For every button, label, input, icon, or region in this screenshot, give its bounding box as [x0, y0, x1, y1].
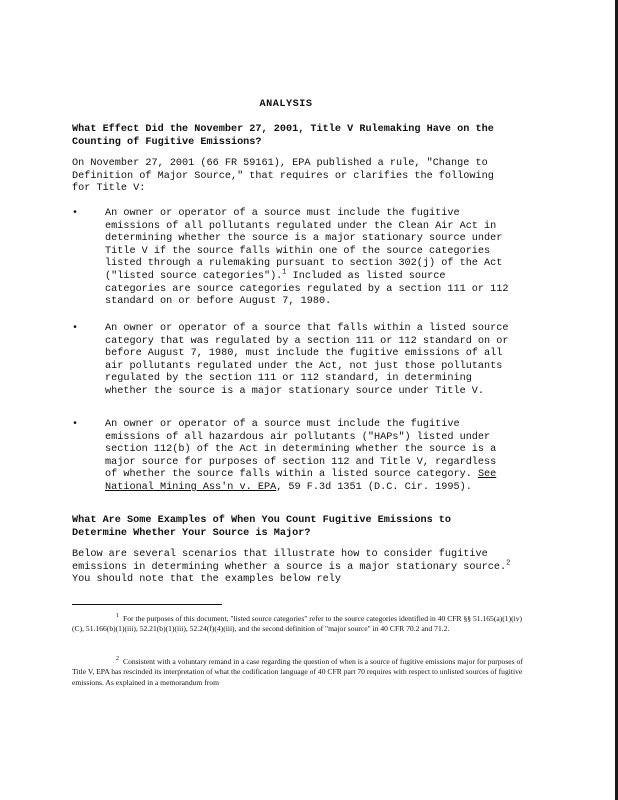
bullet-text-1: [105, 208, 512, 309]
bullet-3-text: An owner or operator of a source must include the fugitive emissions of all hazardous air pollutants ("HAPs") listed under section 112(b) of the Act in determining whether the source is a major source for purposes of section 112 and Title V, regardless of whether the source falls within a listed source category.: [105, 419, 497, 481]
bullet-text-2: An owner or operator of a source that falls within a listed source category that was regulated by a section 111 or 112 standard on or before August 7, 1980, must include the fugitive emissions of all air pollutants regulated under the Act, not just those pollutants regulated by the section 111 or 112 standard, in determining whether the source is a major stationary source under Title V.: [105, 323, 509, 397]
question-heading-2: What Are Some Examples of When You Count Fugitive Emissions to Determine Whether Your Source is Major?: [72, 515, 452, 539]
scenarios-paragraph: [72, 549, 512, 587]
bullet-item-3: [72, 419, 512, 495]
footnote-ref-2: 2: [506, 559, 511, 568]
scenarios-text-cont: You should note that the examples below rely: [72, 574, 341, 586]
intro-paragraph: On November 27, 2001 (66 FR 59161), EPA published a rule, "Change to Definition of Major Source," that requires or clarifies the following for Title V:: [72, 158, 494, 195]
footnote-divider: [72, 604, 222, 605]
citation-case-name: National Mining Ass'n v. EPA: [105, 481, 277, 493]
bullet-item-2: [72, 323, 512, 399]
citation-reporter: , 59 F.3d 1351 (D.C. Cir. 1995).: [276, 481, 472, 493]
footnote-2-number: 2: [116, 656, 119, 663]
bullet-item-1: [72, 208, 512, 309]
bullet-symbol: •: [72, 208, 79, 219]
bullet-symbol: •: [72, 419, 79, 430]
footnote-2: [72, 657, 524, 688]
bullet-symbol: •: [72, 323, 79, 334]
scenarios-text: Below are several scenarios that illustrate how to consider fugitive emissions in determining whether a source is a major stationary source.: [72, 549, 507, 573]
question-heading-1: What Effect Did the November 27, 2001, Title V Rulemaking Have on the Counting of Fugitive Emissions?: [72, 124, 494, 148]
footnote-1: [72, 614, 524, 635]
citation-signal: See: [477, 469, 497, 481]
footnote-1-text: For the purposes of this document, "listed source categories" refer to the source categories identified in 40 CFR §§ 51.165(a)(1)(iv)(C), 51.166(b)(1)(iii), 52.21(b)(1)(iii), 52.24(f)(4)(iii), and the second definition of "major source" in 40 CFR 70.2 and 71.2.: [72, 614, 523, 634]
bullet-1-text-cont: Included as listed source categories are source categories regulated by a section 111 or 112 standard on or before August 7, 1980.: [105, 270, 509, 308]
footnote-2-text: Consistent with a voluntary remand in a case regarding the question of when is a source of fugitive emissions major for purposes of Title V, EPA has rescinded its interpretation of what the codification language of 40 CFR part 70 requires with respect to unlisted sources of fugitive emissions. As explained in a memorandum from: [72, 657, 523, 687]
bullet-1-text: An owner or operator of a source must include the fugitive emissions of all pollutants regulated under the Clean Air Act in determining whether the source is a major stationary source under Title V if the source falls within one of the source categories listed through a rulemaking pursuant to section 302(j) of the Act ("listed source categories").: [105, 208, 503, 282]
bullet-text-3: [105, 419, 512, 495]
footnote-ref-1: 1: [282, 268, 287, 277]
footnote-1-number: 1: [116, 613, 119, 620]
section-heading: ANALYSIS: [259, 99, 313, 110]
